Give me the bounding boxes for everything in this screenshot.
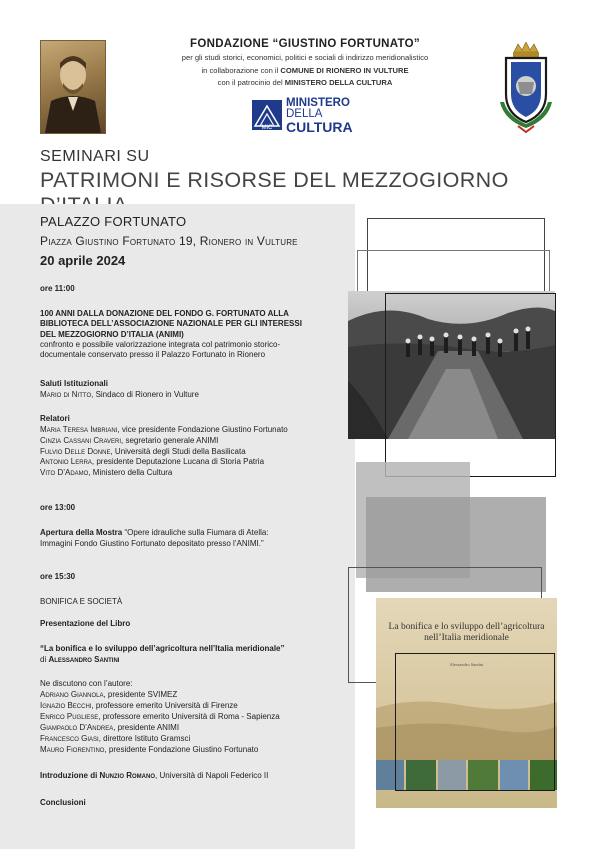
- book-cover-title: [384, 622, 549, 644]
- exhibition-line2: Immagini Fondo Giustino Fortunato depositato presso l’ANIMI.”: [40, 538, 264, 548]
- speaker-item: [40, 447, 246, 457]
- greetings-heading: Saluti Istituzionali: [40, 379, 109, 388]
- discussant-role: , professore emerito Università di Roma - Sapienza: [98, 712, 280, 721]
- discussant-name: Adriano Giannola: [40, 690, 104, 699]
- venue-address: Piazza Giustino Fortunato 19, Rionero in Vulture: [40, 234, 298, 248]
- collaboration-prefix: in collaborazione con il: [201, 66, 281, 75]
- decorative-frame: [395, 653, 555, 791]
- speaker-role: , Sindaco di Rionero in Vulture: [91, 390, 199, 399]
- session1-title-line1: 100 ANNI DALLA DONAZIONE DEL FONDO G. FORTUNATO ALLA: [40, 309, 289, 318]
- session1-title-line3: DEL MEZZOGIORNO D’ITALIA (ANIMI): [40, 329, 184, 339]
- discussant-item: [40, 745, 258, 755]
- discussant-role: , direttore Istituto Gramsci: [98, 734, 191, 743]
- ministry-logo-text: [286, 98, 353, 134]
- book-presentation-heading: Presentazione del Libro: [40, 619, 131, 628]
- speaker-role: , presidente Deputazione Lucana di Storia Patria: [91, 457, 265, 467]
- discussant-role: , presidente SVIMEZ: [103, 690, 178, 699]
- discussant-item: [40, 701, 238, 711]
- book-title-quote: “La bonifica e lo sviluppo dell’agricoltura nell’Italia meridionale”: [40, 644, 285, 653]
- seminar-heading: SEMINARI SU: [40, 148, 150, 165]
- discussant-item: [40, 734, 190, 744]
- mic-logo-icon: [252, 100, 282, 130]
- speaker-role: , Ministero della Cultura: [88, 468, 173, 478]
- speaker-role: , segretario generale ANIMI: [121, 435, 219, 445]
- book-author-prefix: di: [40, 655, 49, 664]
- municipal-crest: [496, 42, 556, 134]
- session1-title-line2: BIBLIOTECA DELL’ASSOCIAZIONE NAZIONALE PER GLI INTERESSI: [40, 319, 302, 329]
- portrait-photo: [40, 40, 106, 134]
- foundation-subtitle: per gli studi storici, economici, politici e sociali di indirizzo meridionalistico: [181, 53, 429, 62]
- speaker-role: , Università degli Studi della Basilicata: [110, 446, 246, 456]
- foundation-title: FONDAZIONE “GIUSTINO FORTUNATO”: [190, 38, 420, 50]
- speaker-item: [40, 457, 264, 467]
- discussant-name: Giampaolo D’Andrea: [40, 723, 114, 732]
- introduction-name: Nunzio Romano: [99, 771, 155, 780]
- book-cover-title-line2: nell’Italia meridionale: [424, 633, 509, 643]
- collaboration-line: [120, 66, 490, 75]
- patronage-entity: MINISTERO DELLA CULTURA: [284, 78, 393, 87]
- discussant-item: [40, 690, 177, 700]
- discussant-name: Enrico Pugliese: [40, 712, 99, 721]
- book-cover-title-line1: La bonifica e lo sviluppo dell’agricoltura: [388, 622, 545, 632]
- speaker-name: Vito D’Adamo: [40, 468, 89, 478]
- speaker-name: Mario di Nitto: [40, 390, 92, 399]
- discussant-role: , presidente Fondazione Giustino Fortunato: [104, 745, 259, 754]
- ministry-logo: [252, 98, 352, 134]
- seminar-title: PATRIMONI E RISORSE DEL MEZZOGIORNO: [40, 168, 509, 192]
- ministry-line3: CULTURA: [286, 119, 353, 135]
- speaker-name: Cinzia Cassani Craveri: [40, 435, 122, 445]
- speaker-name: Maria Teresa Imbriani: [40, 425, 118, 434]
- ministry-line1: MINISTERO: [286, 97, 350, 109]
- discussant-name: Francesco Giasi: [40, 734, 99, 743]
- exhibition-title-part1: “Opere idrauliche sulla Fiumara di Atella:: [122, 528, 269, 537]
- session1-desc-line1: confronto e possibile valorizzazione integrata col patrimonio storico-: [40, 339, 281, 349]
- introduction-affiliation: , Università di Napoli Federico II: [155, 771, 269, 780]
- book-author-line: [40, 655, 119, 665]
- book-author-name: Alessandro Santini: [48, 655, 120, 664]
- mic-box-text: MiC: [261, 125, 273, 130]
- time-slot-3: ore 15:30: [40, 572, 76, 581]
- book-cover-author: Alessandro Santini: [449, 662, 484, 667]
- discussants-heading: Ne discutono con l’autore:: [40, 679, 133, 688]
- speaker-item: [40, 468, 172, 478]
- session3-title: BONIFICA E SOCIETÀ: [40, 597, 123, 606]
- discussant-item: [40, 712, 280, 722]
- decorative-frame: [385, 293, 556, 477]
- venue-name: PALAZZO FORTUNATO: [40, 214, 187, 229]
- discussant-name: Ignazio Becchi: [40, 701, 92, 710]
- discussant-item: [40, 723, 179, 733]
- speaker-item: [40, 425, 288, 435]
- speaker-name: Fulvio Delle Donne: [40, 446, 111, 456]
- event-date: 20 aprile 2024: [40, 253, 126, 268]
- introduction-prefix: Introduzione di: [40, 771, 100, 780]
- exhibition-heading: Apertura della Mostra: [40, 528, 123, 537]
- speaker-item: [40, 436, 218, 446]
- time-slot-2: ore 13:00: [40, 503, 76, 512]
- patronage-line: [120, 78, 490, 87]
- exhibition-line1: [40, 528, 269, 538]
- session1-desc-line2: documentale conservato presso il Palazzo Fortunato in Rionero: [40, 350, 266, 360]
- discussant-role: , professore emerito Università di Firenze: [91, 701, 238, 710]
- speaker-role: , vice presidente Fondazione Giustino Fortunato: [117, 425, 288, 434]
- discussant-role: , presidente ANIMI: [113, 723, 180, 732]
- introduction-line: [40, 771, 268, 781]
- discussant-name: Mauro Fiorentino: [40, 745, 105, 754]
- patronage-prefix: con il patrocinio del: [217, 78, 285, 87]
- conclusions-heading: Conclusioni: [40, 798, 86, 807]
- speakers-heading: Relatori: [40, 414, 70, 423]
- collaboration-entity: COMUNE DI RIONERO IN VULTURE: [280, 66, 409, 75]
- greetings-speaker: [40, 390, 199, 400]
- time-slot-1: ore 11:00: [40, 284, 75, 293]
- ministry-line2: DELLA: [286, 108, 323, 120]
- speaker-name: Antonio Lerra: [40, 457, 92, 467]
